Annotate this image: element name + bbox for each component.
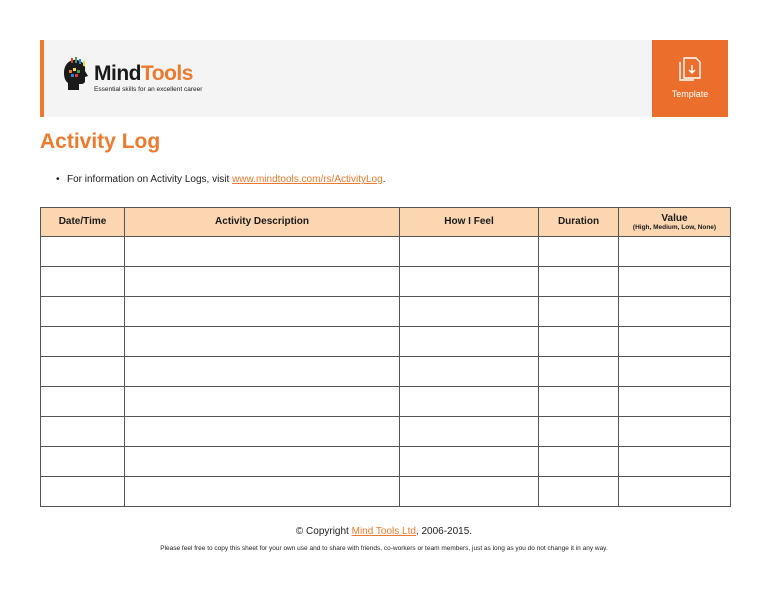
table-cell[interactable] [539, 477, 619, 507]
template-badge[interactable] [652, 40, 728, 117]
column-header [41, 208, 125, 237]
table-cell[interactable] [41, 417, 125, 447]
usage-note: Please feel free to copy this sheet for your own use and to share with friends, co-workers or team members, just as long as you do not change it in any way. [160, 545, 608, 552]
table-cell[interactable] [539, 387, 619, 417]
table-cell[interactable] [539, 267, 619, 297]
table-cell[interactable] [619, 477, 731, 507]
info-text: For information on Activity Logs, visit [67, 174, 233, 185]
column-header [619, 208, 731, 237]
table-row [41, 477, 731, 507]
page-title: Activity Log [40, 130, 161, 153]
column-header-label: How I Feel [444, 216, 494, 228]
table-cell[interactable] [41, 447, 125, 477]
table-cell[interactable] [400, 237, 539, 267]
column-header [400, 208, 539, 237]
table-cell[interactable] [125, 357, 400, 387]
table-header-row [41, 208, 731, 237]
table-cell[interactable] [41, 267, 125, 297]
table-row [41, 387, 731, 417]
column-header [125, 208, 400, 237]
table-cell[interactable] [400, 417, 539, 447]
copyright-line [0, 526, 768, 537]
table-cell[interactable] [619, 417, 731, 447]
document-download-icon [679, 57, 701, 81]
template-badge-label: Template [671, 89, 709, 99]
table-cell[interactable] [41, 387, 125, 417]
column-header-label: Activity Description [215, 216, 309, 228]
table-cell[interactable] [619, 387, 731, 417]
header-accent-bar [40, 40, 44, 117]
table-cell[interactable] [619, 357, 731, 387]
column-header-label: Date/Time [58, 216, 107, 228]
table-row [41, 327, 731, 357]
table-cell[interactable] [619, 267, 731, 297]
table-cell[interactable] [539, 237, 619, 267]
table-cell[interactable] [400, 297, 539, 327]
table-cell[interactable] [125, 417, 400, 447]
column-header-label: Value [661, 212, 688, 224]
table-cell[interactable] [619, 327, 731, 357]
table-cell[interactable] [41, 477, 125, 507]
copyright-suffix: , 2006-2015. [415, 526, 473, 537]
table-row [41, 357, 731, 387]
table-cell[interactable] [41, 327, 125, 357]
table-cell[interactable] [539, 327, 619, 357]
table-cell[interactable] [41, 297, 125, 327]
column-header-label: Duration [557, 216, 600, 228]
table-cell[interactable] [41, 357, 125, 387]
bullet: • [56, 174, 60, 185]
table-cell[interactable] [125, 327, 400, 357]
table-cell[interactable] [41, 237, 125, 267]
table-row [41, 447, 731, 477]
table-cell[interactable] [125, 387, 400, 417]
logo-wordmark [94, 63, 193, 84]
logo-word-tools: Tools [140, 62, 193, 85]
table-cell[interactable] [539, 417, 619, 447]
table-row [41, 267, 731, 297]
table-cell[interactable] [539, 297, 619, 327]
page-header [40, 40, 728, 117]
table-cell[interactable] [125, 447, 400, 477]
table-cell[interactable] [400, 477, 539, 507]
column-header [539, 208, 619, 237]
activity-log-link[interactable]: www.mindtools.com/rs/ActivityLog [232, 174, 383, 185]
table-cell[interactable] [125, 267, 400, 297]
table-cell[interactable] [125, 237, 400, 267]
table-cell[interactable] [125, 477, 400, 507]
table-row [41, 417, 731, 447]
table-cell[interactable] [400, 387, 539, 417]
table-cell[interactable] [400, 447, 539, 477]
table-cell[interactable] [125, 297, 400, 327]
mindtools-logo[interactable] [60, 57, 260, 101]
table-cell[interactable] [539, 447, 619, 477]
table-cell[interactable] [400, 327, 539, 357]
table-cell[interactable] [400, 267, 539, 297]
info-suffix: . [382, 174, 386, 185]
info-line [56, 174, 385, 185]
table-row [41, 297, 731, 327]
table-cell[interactable] [400, 357, 539, 387]
copyright-prefix: © Copyright [295, 526, 352, 537]
table-cell[interactable] [619, 297, 731, 327]
table-cell[interactable] [619, 447, 731, 477]
table-cell[interactable] [539, 357, 619, 387]
activity-log-table [40, 207, 731, 507]
table-cell[interactable] [619, 237, 731, 267]
table-row [41, 237, 731, 267]
logo-tagline: Essential skills for an excellent career [94, 86, 203, 93]
column-header-sublabel: (High, Medium, Low, None) [632, 224, 717, 232]
table-body [41, 237, 731, 507]
mindtools-ltd-link[interactable]: Mind Tools Ltd [351, 526, 416, 537]
head-profile-icon [60, 57, 92, 93]
logo-word-mind: Mind [94, 62, 141, 85]
